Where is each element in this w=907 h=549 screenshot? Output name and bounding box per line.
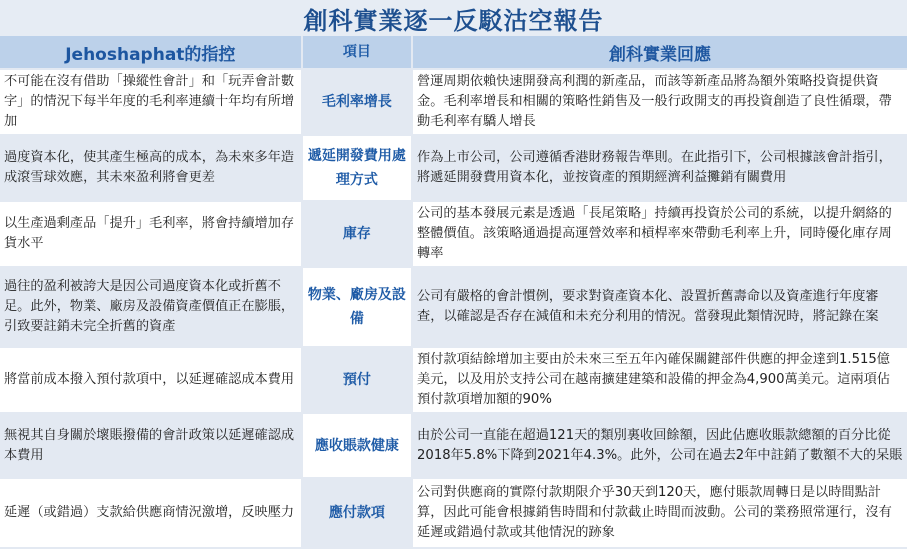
table-row bbox=[0, 70, 907, 134]
allegation-cell: 不可能在沒有借助「操縱性會計」和「玩弄會計數字」的情況下每半年度的毛利率連續十年均有所增加 bbox=[0, 70, 301, 134]
response-cell: 作為上市公司，公司遵循香港財務報告準則。在此指引下，公司根據該會計指引，將遞延開發費用資本化，並按資產的預期經濟利益攤銷有關費用 bbox=[413, 136, 907, 200]
table-row bbox=[0, 479, 907, 547]
allegation-cell: 無視其自身關於壞賬撥備的會計政策以延遲確認成本費用 bbox=[0, 414, 301, 477]
response-cell: 預付款項結餘增加主要由於未來三至五年內確保關鍵部件供應的押金達到1.515億美元，以及用於支持公司在越南擴建建築和設備的押金為4,900萬美元。這兩項佔預付款項增加額的90% bbox=[413, 348, 907, 412]
table-header-row bbox=[0, 36, 907, 68]
header-item: 項目 bbox=[303, 36, 411, 68]
header-response: 創科實業回應 bbox=[413, 36, 907, 68]
rebuttal-table bbox=[0, 34, 907, 549]
allegation-cell: 將當前成本撥入預付款項中，以延遲確認成本費用 bbox=[0, 348, 301, 412]
response-cell: 公司有嚴格的會計慣例，要求對資產資本化、設置折舊壽命以及資產進行年度審查，以確認是否存在減值和未充分利用的情況。當發現此類情況時，將記錄在案 bbox=[413, 268, 907, 346]
item-cell: 庫存 bbox=[303, 202, 411, 266]
item-cell: 毛利率增長 bbox=[303, 70, 411, 134]
item-cell: 預付 bbox=[303, 348, 411, 412]
table-row bbox=[0, 202, 907, 266]
table-row bbox=[0, 268, 907, 346]
response-cell: 由於公司一直能在超過121天的類別裏收回餘額，因此佔應收賬款總額的百分比從2018年5.8%下降到2021年4.3%。此外，公司在過去2年中註銷了數額不大的呆賬 bbox=[413, 414, 907, 477]
table-row bbox=[0, 348, 907, 412]
allegation-cell: 過度資本化，使其產生極高的成本，為未來多年造成滾雪球效應，其未來盈利將會更差 bbox=[0, 136, 301, 200]
item-cell: 應收賬款健康 bbox=[303, 414, 411, 477]
response-cell: 公司的基本發展元素是透過「長尾策略」持續再投資於公司的系統，以提升網絡的整體價值。該策略通過提高運營效率和槓桿率來帶動毛利率上升，同時優化庫存周轉率 bbox=[413, 202, 907, 266]
item-cell: 物業、廠房及設備 bbox=[303, 268, 411, 346]
item-cell: 應付款項 bbox=[303, 479, 411, 547]
allegation-cell: 延遲（或錯過）支款給供應商情況激增，反映壓力 bbox=[0, 479, 301, 547]
response-cell: 公司對供應商的實際付款期限介乎30天到120天，應付賬款周轉日是以時間點計算，因此可能會根據銷售時間和付款截止時間而波動。公司的業務照常運行，沒有延遲或錯過付款或其他情況的跡象 bbox=[413, 479, 907, 547]
response-cell: 營運周期依賴快速開發高利潤的新產品，而該等新產品將為額外策略投資提供資金。毛利率增長和相關的策略性銷售及一般行政開支的再投資創造了良性循環，帶動毛利率有驕人增長 bbox=[413, 70, 907, 134]
allegation-cell: 過往的盈利被誇大是因公司過度資本化或折舊不足。此外，物業、廠房及設備資產價值正在膨脹，引致要註銷未完全折舊的資產 bbox=[0, 268, 301, 346]
table-row bbox=[0, 414, 907, 477]
item-cell: 遞延開發費用處理方式 bbox=[303, 136, 411, 200]
page-title: 創科實業逐一反駁沽空報告 bbox=[0, 0, 907, 36]
header-allegation: Jehoshaphat的指控 bbox=[0, 36, 301, 68]
table-row bbox=[0, 136, 907, 200]
allegation-cell: 以生產過剩產品「提升」毛利率，將會持續增加存貨水平 bbox=[0, 202, 301, 266]
